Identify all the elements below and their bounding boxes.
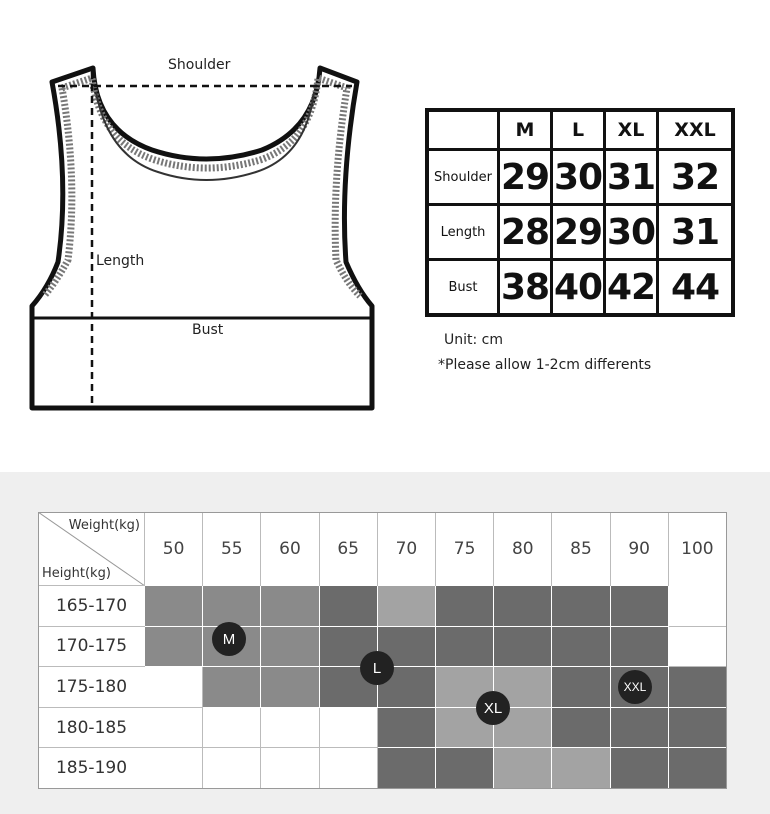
size-cell [145, 708, 203, 749]
size-cell [145, 667, 203, 708]
size-cell [145, 586, 203, 627]
size-value: 38 [499, 260, 552, 316]
size-cell [145, 748, 203, 789]
size-row-label: Bust [427, 260, 499, 316]
size-value: 30 [605, 205, 658, 260]
size-header: XXL [658, 110, 734, 150]
size-value: 29 [499, 150, 552, 205]
size-value: 44 [658, 260, 734, 316]
size-cell [378, 708, 436, 749]
size-row-label: Length [427, 205, 499, 260]
weight-column-header: 90 [611, 512, 669, 586]
height-row-header: 185-190 [38, 748, 145, 789]
height-axis-label: Height(kg) [42, 566, 111, 581]
size-cell [261, 586, 319, 627]
size-cell [494, 627, 552, 668]
length-label: Length [96, 253, 145, 269]
size-cell [203, 667, 261, 708]
size-cell [669, 586, 727, 627]
size-badge-xxl: XXL [618, 670, 652, 704]
weight-column-header: 100 [669, 512, 727, 586]
size-cell [552, 748, 610, 789]
size-table-row [427, 205, 733, 260]
size-badge-m: M [212, 622, 246, 656]
size-table [425, 108, 735, 317]
size-cell [261, 748, 319, 789]
size-value: 31 [605, 150, 658, 205]
weight-column-header: 65 [320, 512, 378, 586]
size-cell [611, 627, 669, 668]
size-cell [611, 708, 669, 749]
weight-column-header: 50 [145, 512, 203, 586]
weight-column-header: 55 [203, 512, 261, 586]
size-value: 32 [658, 150, 734, 205]
size-cell [261, 627, 319, 668]
size-table-corner [427, 110, 499, 150]
size-cell [261, 708, 319, 749]
size-cell [669, 708, 727, 749]
size-cell [320, 708, 378, 749]
size-value: 30 [552, 150, 605, 205]
size-row-label: Shoulder [427, 150, 499, 205]
weight-column-header: 80 [494, 512, 552, 586]
shoulder-label: Shoulder [168, 57, 231, 73]
weight-axis-label: Weight(kg) [68, 518, 140, 533]
size-cell [611, 586, 669, 627]
size-cell [436, 627, 494, 668]
size-table-row [427, 150, 733, 205]
size-badge-xl: XL [476, 691, 510, 725]
size-cell [203, 748, 261, 789]
weight-column-header: 75 [436, 512, 494, 586]
weight-column-header: 70 [378, 512, 436, 586]
size-cell [320, 748, 378, 789]
size-cell [611, 748, 669, 789]
size-table-row [427, 260, 733, 316]
height-row-header: 175-180 [38, 667, 145, 708]
size-cell [436, 586, 494, 627]
size-cell [552, 586, 610, 627]
size-header: L [552, 110, 605, 150]
size-cell [378, 586, 436, 627]
size-cell [378, 748, 436, 789]
size-cell [320, 586, 378, 627]
unit-note: Unit: cm [444, 332, 504, 348]
size-table-header-row [427, 110, 733, 150]
size-cell [436, 748, 494, 789]
allowance-note: *Please allow 1-2cm differents [438, 357, 652, 373]
size-value: 29 [552, 205, 605, 260]
height-row-header: 170-175 [38, 627, 145, 668]
weight-height-grid [38, 512, 727, 789]
size-cell [669, 748, 727, 789]
size-value: 28 [499, 205, 552, 260]
size-value: 31 [658, 205, 734, 260]
size-header: XL [605, 110, 658, 150]
size-cell [203, 586, 261, 627]
weight-column-header: 60 [261, 512, 319, 586]
height-row-header: 165-170 [38, 586, 145, 627]
size-cell [494, 586, 552, 627]
size-cell [552, 667, 610, 708]
size-badge-l: L [360, 651, 394, 685]
size-cell [552, 627, 610, 668]
size-value: 40 [552, 260, 605, 316]
size-cell [261, 667, 319, 708]
size-cell [203, 708, 261, 749]
bust-label: Bust [192, 322, 224, 338]
size-cell [552, 708, 610, 749]
grid-corner [38, 512, 145, 586]
size-header: M [499, 110, 552, 150]
height-row-header: 180-185 [38, 708, 145, 749]
weight-column-header: 85 [552, 512, 610, 586]
size-value: 42 [605, 260, 658, 316]
size-cell [669, 667, 727, 708]
size-cell [669, 627, 727, 668]
size-cell [145, 627, 203, 668]
size-cell [494, 748, 552, 789]
